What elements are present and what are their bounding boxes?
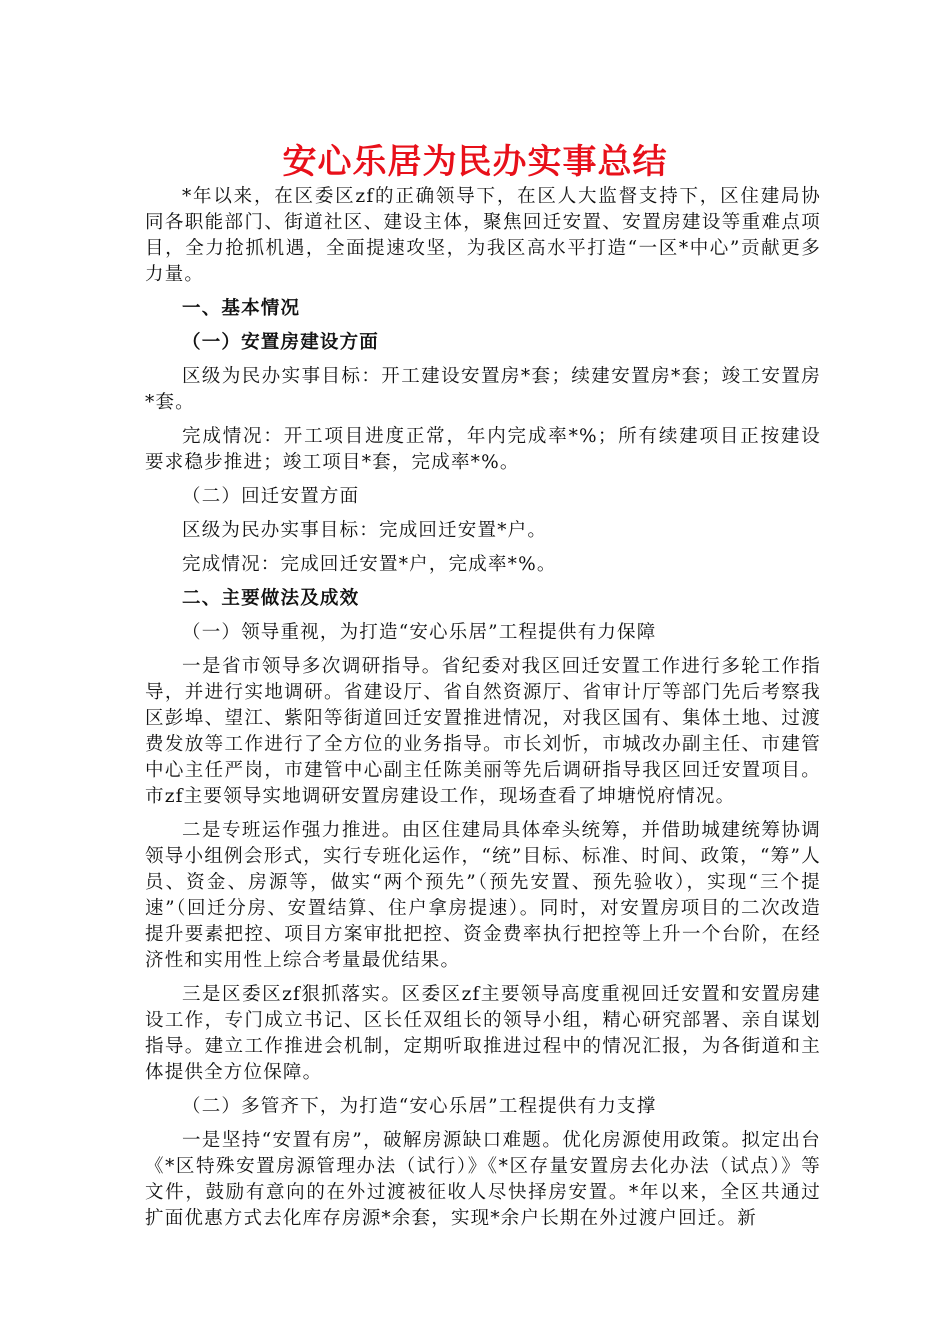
paragraph-leadership-2: 二是专班运作强力推进。由区住建局具体牵头统筹，并借助城建统筹协调领导小组例会形式，实行专班化运作，“统”目标、标准、时间、政策，“筹”人员、资金、房源等，做实“两个预先”（预先安置、预先验收），实现“三个提速”（回迁分房、安置结算、住户拿房提速）。同时，对安置房项目的二次改造提升要素把控、项目方案审批把控、资金费率执行把控等上升一个台阶，在经济性和实用性上综合考量最优结果。 (145, 820, 821, 971)
subsection-heading-relocation: （二）回迁安置方面 (182, 486, 360, 507)
subsection-heading-measures: （二）多管齐下，为打造“安心乐居”工程提供有力支撑 (182, 1096, 657, 1117)
intro-paragraph: *年以来，在区委区zf的正确领导下，在区人大监督支持下，区住建局协同各职能部门、街道社区、建设主体，聚焦回迁安置、安置房建设等重难点项目，全力抢抓机遇，全面提速攻坚，为我区高水平打造“一区*中心”贡献更多力量。 (145, 186, 821, 285)
paragraph-housing-target: 区级为民办实事目标：开工建设安置房*套；续建安置房*套；竣工安置房*套。 (145, 366, 821, 413)
document-body (145, 184, 821, 1232)
subsection-heading-leadership: （一）领导重视，为打造“安心乐居”工程提供有力保障 (182, 622, 657, 643)
paragraph-housing-status: 完成情况：开工项目进度正常，年内完成率*%；所有续建项目正按建设要求稳步推进；竣工项目*套，完成率*%。 (145, 426, 821, 473)
paragraph-leadership-1: 一是省市领导多次调研指导。省纪委对我区回迁安置工作进行多轮工作指导，并进行实地调研。省建设厅、省自然资源厅、省审计厅等部门先后考察我区彭埠、望江、紫阳等街道回迁安置推进情况，对我区国有、集体土地、过渡费发放等工作进行了全方位的业务指导。市长刘忻，市城改办副主任、市建管中心主任严岗，市建管中心副主任陈美丽等先后调研指导我区回迁安置项目。市zf主要领导实地调研安置房建设工作，现场查看了坤塘悦府情况。 (145, 656, 821, 807)
document-title: 安心乐居为民办实事总结 (282, 142, 668, 182)
section-heading-measures: 二、主要做法及成效 (182, 588, 360, 609)
paragraph-measures-1: 一是坚持“安置有房”，破解房源缺口难题。优化房源使用政策。拟定出台《*区特殊安置房源管理办法（试行）》《*区存量安置房去化办法（试点）》等文件，鼓励有意向的在外过渡被征收人尽快择房安置。*年以来，全区共通过扩面优惠方式去化库存房源*余套，实现*余户长期在外过渡户回迁。新 (145, 1130, 821, 1229)
paragraph-relocation-status: 完成情况：完成回迁安置*户，完成率*%。 (182, 554, 557, 575)
paragraph-relocation-target: 区级为民办实事目标：完成回迁安置*户。 (182, 520, 548, 541)
section-heading-basic: 一、基本情况 (182, 298, 301, 319)
paragraph-leadership-3: 三是区委区zf狠抓落实。区委区zf主要领导高度重视回迁安置和安置房建设工作，专门成立书记、区长任双组长的领导小组，精心研究部署、亲自谋划指导。建立工作推进会机制，定期听取推进过程中的情况汇报，为各街道和主体提供全方位保障。 (145, 984, 821, 1083)
subsection-heading-housing: （一）安置房建设方面 (182, 332, 380, 353)
